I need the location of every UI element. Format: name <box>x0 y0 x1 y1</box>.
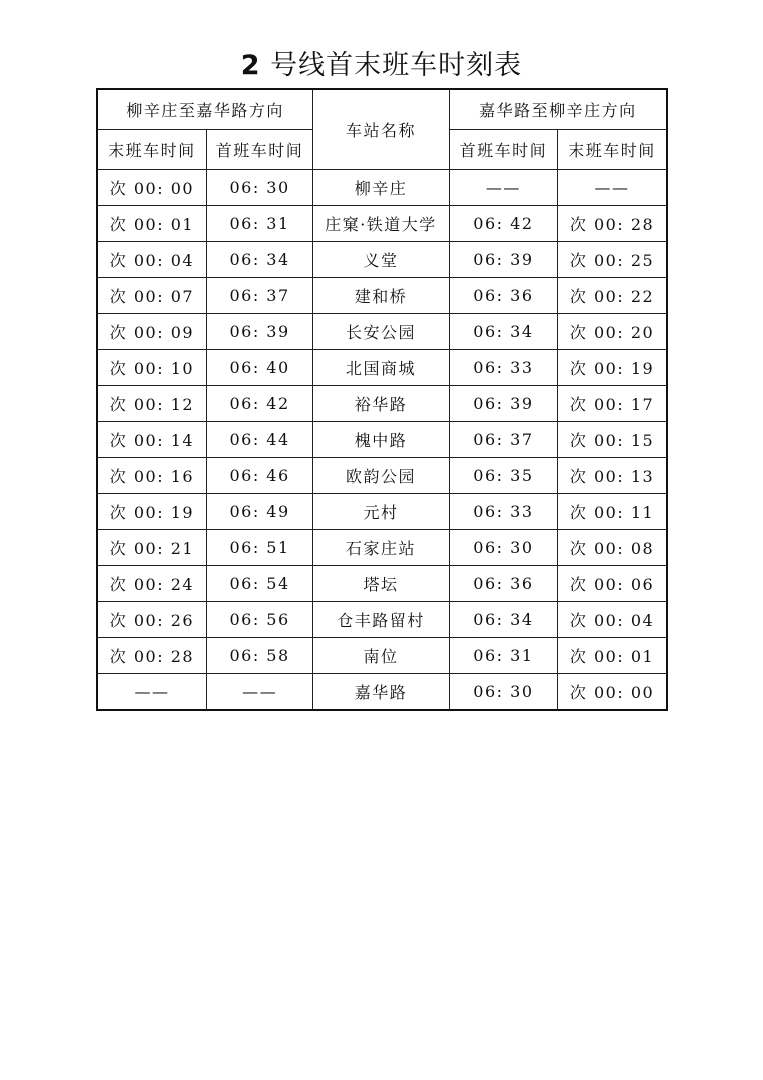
cell-right-last: 次 00: 08 <box>558 530 667 566</box>
cell-right-first: 06: 33 <box>449 494 557 530</box>
cell-left-last: 次 00: 16 <box>97 458 206 494</box>
cell-station: 建和桥 <box>313 278 449 314</box>
cell-left-first: 06: 56 <box>206 602 312 638</box>
header-row-direction <box>97 89 667 130</box>
cell-station: 欧韵公园 <box>313 458 449 494</box>
cell-right-last: 次 00: 17 <box>558 386 667 422</box>
cell-right-last: 次 00: 22 <box>558 278 667 314</box>
cell-right-first: 06: 36 <box>449 278 557 314</box>
cell-station: 元村 <box>313 494 449 530</box>
title-text: 号线首末班车时刻表 <box>260 50 523 81</box>
cell-left-last: 次 00: 04 <box>97 242 206 278</box>
header-left-last: 末班车时间 <box>97 130 206 170</box>
cell-right-first: 06: 31 <box>449 638 557 674</box>
cell-right-first: 06: 37 <box>449 422 557 458</box>
table-row <box>97 314 667 350</box>
cell-right-first: 06: 34 <box>449 602 557 638</box>
table-row <box>97 674 667 711</box>
cell-station: 义堂 <box>313 242 449 278</box>
cell-station: 长安公园 <box>313 314 449 350</box>
table-row <box>97 566 667 602</box>
header-station-name: 车站名称 <box>313 89 449 170</box>
header-left-first: 首班车时间 <box>206 130 312 170</box>
cell-right-last: —— <box>558 170 667 206</box>
timetable <box>96 88 668 711</box>
cell-right-last: 次 00: 06 <box>558 566 667 602</box>
cell-station: 仓丰路留村 <box>313 602 449 638</box>
cell-right-first: 06: 30 <box>449 530 557 566</box>
table-row <box>97 242 667 278</box>
cell-left-last: 次 00: 21 <box>97 530 206 566</box>
header-right-first: 首班车时间 <box>449 130 557 170</box>
cell-left-last: 次 00: 28 <box>97 638 206 674</box>
header-left-direction: 柳辛庄至嘉华路方向 <box>97 89 313 130</box>
cell-right-last: 次 00: 28 <box>558 206 667 242</box>
cell-left-first: 06: 49 <box>206 494 312 530</box>
cell-left-first: 06: 44 <box>206 422 312 458</box>
table-row <box>97 170 667 206</box>
cell-right-first: 06: 33 <box>449 350 557 386</box>
cell-left-first: 06: 51 <box>206 530 312 566</box>
table-row <box>97 458 667 494</box>
cell-left-first: 06: 37 <box>206 278 312 314</box>
cell-station: 裕华路 <box>313 386 449 422</box>
cell-right-first: —— <box>449 170 557 206</box>
cell-station: 石家庄站 <box>313 530 449 566</box>
table-row <box>97 206 667 242</box>
cell-left-first: 06: 30 <box>206 170 312 206</box>
cell-left-first: 06: 40 <box>206 350 312 386</box>
cell-left-first: 06: 42 <box>206 386 312 422</box>
cell-left-first: 06: 34 <box>206 242 312 278</box>
cell-station: 柳辛庄 <box>313 170 449 206</box>
cell-right-first: 06: 34 <box>449 314 557 350</box>
table-row <box>97 602 667 638</box>
cell-right-first: 06: 42 <box>449 206 557 242</box>
table-row <box>97 530 667 566</box>
cell-left-last: 次 00: 09 <box>97 314 206 350</box>
cell-station: 南位 <box>313 638 449 674</box>
header-right-direction: 嘉华路至柳辛庄方向 <box>449 89 667 130</box>
cell-left-last: 次 00: 07 <box>97 278 206 314</box>
cell-left-first: 06: 39 <box>206 314 312 350</box>
page-title <box>0 48 763 84</box>
cell-left-first: 06: 31 <box>206 206 312 242</box>
table-row <box>97 422 667 458</box>
line-number: 2 <box>240 50 261 81</box>
cell-right-last: 次 00: 04 <box>558 602 667 638</box>
cell-right-first: 06: 39 <box>449 242 557 278</box>
cell-station: 槐中路 <box>313 422 449 458</box>
cell-right-first: 06: 36 <box>449 566 557 602</box>
cell-right-first: 06: 30 <box>449 674 557 711</box>
cell-left-last: 次 00: 12 <box>97 386 206 422</box>
cell-left-first: 06: 54 <box>206 566 312 602</box>
cell-left-last: 次 00: 19 <box>97 494 206 530</box>
cell-right-last: 次 00: 01 <box>558 638 667 674</box>
cell-left-first: 06: 46 <box>206 458 312 494</box>
cell-right-first: 06: 35 <box>449 458 557 494</box>
cell-left-last: —— <box>97 674 206 711</box>
cell-left-last: 次 00: 24 <box>97 566 206 602</box>
table-row <box>97 638 667 674</box>
cell-right-last: 次 00: 19 <box>558 350 667 386</box>
table-row <box>97 494 667 530</box>
cell-left-first: —— <box>206 674 312 711</box>
cell-left-first: 06: 58 <box>206 638 312 674</box>
cell-left-last: 次 00: 26 <box>97 602 206 638</box>
cell-right-last: 次 00: 00 <box>558 674 667 711</box>
table-row <box>97 278 667 314</box>
cell-left-last: 次 00: 00 <box>97 170 206 206</box>
cell-left-last: 次 00: 10 <box>97 350 206 386</box>
cell-right-last: 次 00: 25 <box>558 242 667 278</box>
cell-station: 嘉华路 <box>313 674 449 711</box>
cell-right-last: 次 00: 20 <box>558 314 667 350</box>
cell-right-last: 次 00: 13 <box>558 458 667 494</box>
cell-left-last: 次 00: 14 <box>97 422 206 458</box>
cell-station: 北国商城 <box>313 350 449 386</box>
cell-right-last: 次 00: 15 <box>558 422 667 458</box>
header-right-last: 末班车时间 <box>558 130 667 170</box>
cell-right-last: 次 00: 11 <box>558 494 667 530</box>
cell-station: 庄窠·铁道大学 <box>313 206 449 242</box>
table-row <box>97 386 667 422</box>
table-row <box>97 350 667 386</box>
cell-station: 塔坛 <box>313 566 449 602</box>
cell-left-last: 次 00: 01 <box>97 206 206 242</box>
cell-right-first: 06: 39 <box>449 386 557 422</box>
